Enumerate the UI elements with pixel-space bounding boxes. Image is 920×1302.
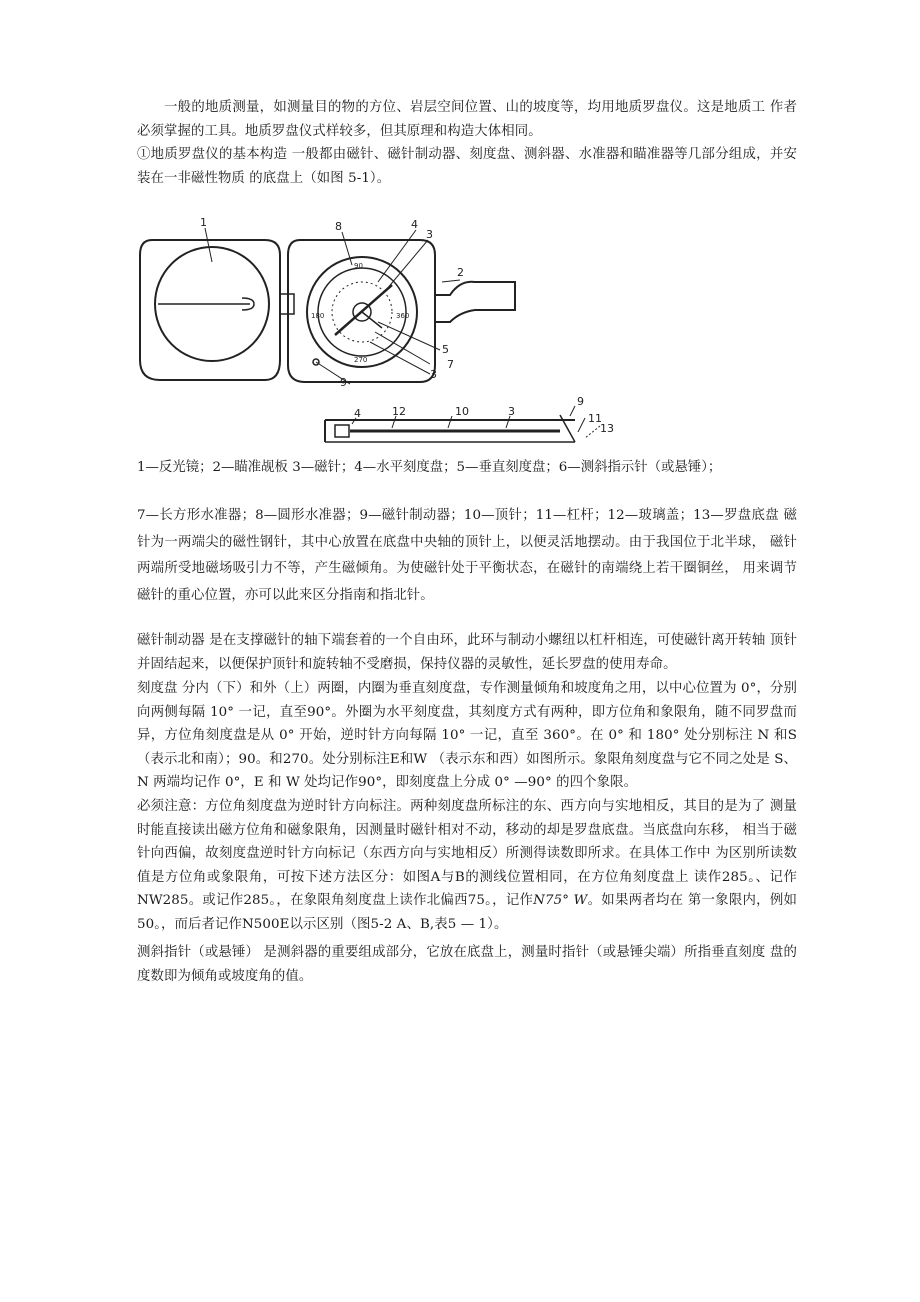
compass-diagram (130, 210, 650, 450)
label-9b: 9 (577, 395, 584, 408)
sight-arm (435, 282, 515, 322)
label-11: 11 (588, 412, 602, 425)
label-3c: 3 (508, 405, 515, 418)
label-8: 8 (335, 220, 342, 233)
needle-brake-paragraph: 磁针制动器 是在支撑磁针的轴下端套着的一个自由环，此环与制动小螺纽以杠杆相连，可使磁针离开转轴 顶针并固结起来，以便保护顶针和旋转轴不受磨损，保持仪器的灵敏性，延长罗盘的使用寿命。 (137, 633, 797, 672)
mirror-lid-outline (140, 240, 280, 380)
label-4b: 4 (354, 407, 361, 420)
figure-caption: 1—反光镜；2—瞄准觇板 3—磁针；4—水平刻度盘；5—垂直刻度盘；6—测斜指示针（或悬锤）； (137, 460, 722, 475)
label-4: 4 (411, 218, 418, 231)
dial-mark-360: 360 (396, 312, 410, 320)
note-italic-notation: N75° W (533, 893, 588, 908)
dial-mark-180: 180 (311, 312, 325, 320)
note-text-a: 必须注意：方位角刻度盘为逆时针方向标注。两种刻度盘所标注的东、西方向与实地相反，其目的是为了 测量时能直接读出磁方位角和磁象限角，因测量时磁针相对不动，移动的却是罗盘底盘。当底盘向东移， 相当于磁针向西偏，故刻度盘逆时针方向标记（东西方向与实地相反）所测得读数即所求。在具体工作中 为区别所读数值是方位角或象限角，可按下述方法区分：如图A与B的测线位置相同，在方位角刻度盘上 读作285。、记作NW285。或记作285。，在象限角刻度盘上读作北偏西75。，记作 (137, 799, 797, 908)
label-9: 9 (340, 376, 347, 389)
label-1: 1 (200, 216, 207, 229)
label-3b: 3 (430, 368, 437, 381)
label-13: 13 (600, 422, 614, 435)
note-text-b: 。如果两者均在 第一象限内，例如50。，而后者记作N500E以示区别（图5-2 A、B,表5 — 1）。 (137, 893, 797, 932)
label-5: 5 (442, 343, 449, 356)
note-paragraph (137, 795, 797, 936)
label-2: 2 (457, 266, 464, 279)
label-3: 3 (426, 228, 433, 241)
needle-paragraph: 7—长方形水准器；8—圆形水准器；9—磁针制动器；10—顶针；11—杠杆；12—玻璃盖；13—罗盘底盘 磁针为一两端尖的磁性钢针，其中心放置在底盘中央轴的顶针上，以便灵活地摆动。由于我国位于北半球， 磁针两端所受地磁场吸引力不等，产生磁倾角。为使磁针处于平衡状态，在磁针的南端绕上若干圈铜丝， 用来调节磁针的重心位置，亦可以此来区分指南和指北针。 (137, 508, 797, 603)
clinometer-paragraph: 测斜指针（或悬锤） 是测斜器的重要组成部分，它放在底盘上，测量时指针（或悬锤尖端）所指垂直刻度 盘的度数即为倾角或坡度角的值。 (137, 945, 797, 984)
dial-paragraph: 刻度盘 分内（下）和外（上）两圈，内圈为垂直刻度盘，专作测量倾角和坡度角之用，以中心位置为 0°，分别向两侧每隔 10° 一记，直至90°。外圈为水平刻度盘，其刻度方式有两种，即方位角和象限角，随不同罗盘而异，方位角刻度盘是从 0° 开始，逆时针方向每隔 10° 一记，直至 360°。在 0° 和 180° 处分别标注 N 和S （表示北和南）；90。和270。处分别标注E和W （表示东和西）如图所示。象限角刻度盘与它不同之处是 S、N 两端均记作 0°，E 和 W 处均记作90°，即刻度盘上分成 0° —90° 的四个象限。 (137, 681, 797, 790)
intro-paragraph: 一般的地质测量，如测量目的物的方位、岩层空间位置、山的坡度等，均用地质罗盘仪。这是地质工 作者必须掌握的工具。地质罗盘仪式样较多，但其原理和构造大体相同。 (137, 100, 797, 139)
dial-mark-90: 90 (354, 262, 363, 270)
compass-figure (130, 210, 650, 450)
label-7: 7 (447, 358, 454, 371)
dial-mark-270: 270 (354, 356, 368, 364)
label-12: 12 (392, 405, 406, 418)
label-10: 10 (455, 405, 469, 418)
structure-paragraph: ①地质罗盘仪的基本构造 一般都由磁针、磁针制动器、刻度盘、测斜器、水准器和瞄准器等几部分组成，并安装在一非磁性物质 的底盘上（如图 5-1）。 (137, 147, 797, 186)
magnetic-needle (335, 285, 392, 335)
